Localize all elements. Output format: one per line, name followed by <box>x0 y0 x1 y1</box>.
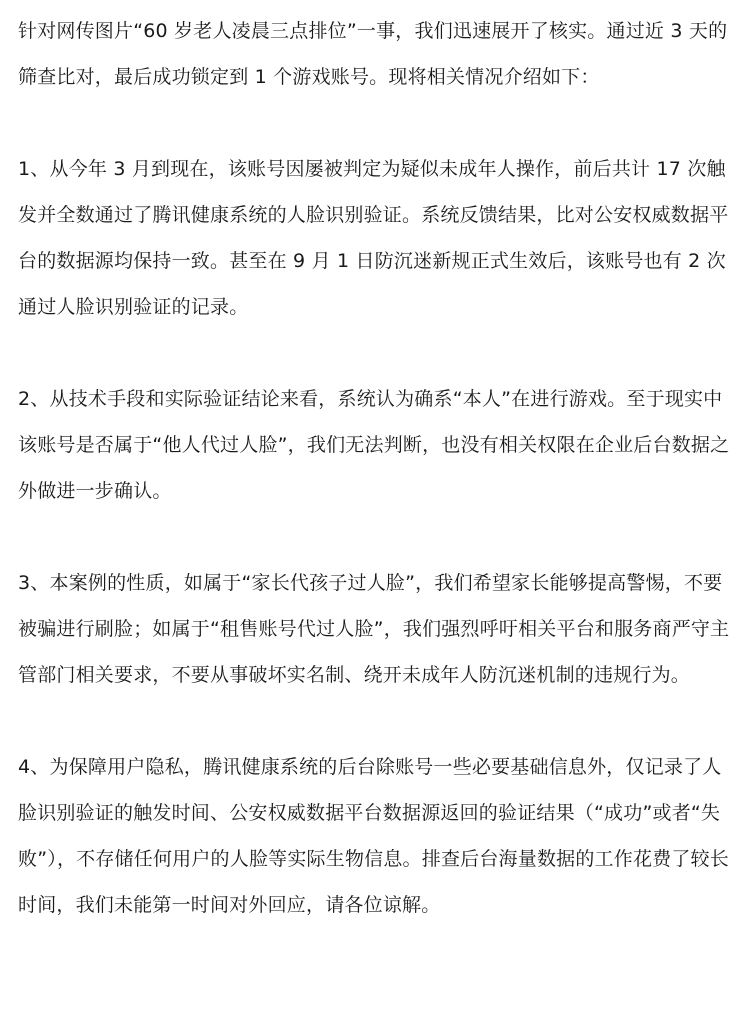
point-2-paragraph: 2、从技术手段和实际验证结论来看，系统认为确系“本人”在进行游戏。至于现实中该账号是否属于“他人代过人脸”，我们无法判断，也没有相关权限在企业后台数据之外做进一步确认。 <box>18 388 730 502</box>
point-1-paragraph: 1、从今年 3 月到现在，该账号因屡被判定为疑似未成年人操作，前后共计 17 次触发并全数通过了腾讯健康系统的人脸识别验证。系统反馈结果，比对公安权威数据平台的数据源均保持一致。甚至在 9 月 1 日防沉迷新规正式生效后，该账号也有 2 次通过人脸识别验证的记录。 <box>18 158 729 318</box>
document-body <box>18 0 738 928</box>
point-4-paragraph: 4、为保障用户隐私，腾讯健康系统的后台除账号一些必要基础信息外，仅记录了人脸识别验证的触发时间、公安权威数据平台数据源返回的验证结果（“成功”或者“失败”），不存储任何用户的人脸等实际生物信息。排查后台海量数据的工作花费了较长时间，我们未能第一时间对外回应，请各位谅解。 <box>18 756 729 916</box>
intro-paragraph: 针对网传图片“60 岁老人凌晨三点排位”一事，我们迅速展开了核实。通过近 3 天的筛查比对，最后成功锁定到 1 个游戏账号。现将相关情况介绍如下： <box>18 20 728 88</box>
point-3-paragraph: 3、本案例的性质，如属于“家长代孩子过人脸”，我们希望家长能够提高警惕，不要被骗进行刷脸；如属于“租售账号代过人脸”，我们强烈呼吁相关平台和服务商严守主管部门相关要求，不要从事破坏实名制、绕开未成年人防沉迷机制的违规行为。 <box>18 572 730 686</box>
